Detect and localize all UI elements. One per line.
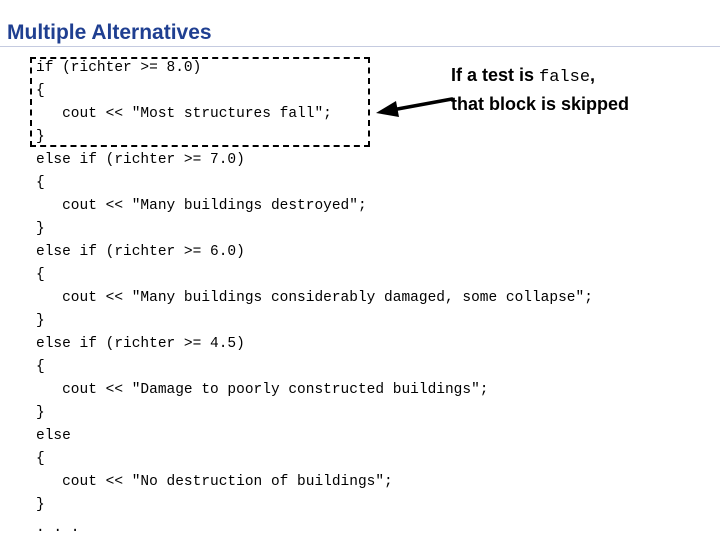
code-line: { [36,451,45,467]
callout-prefix: If a test is [451,65,540,85]
code-line: . . . [36,520,80,536]
code-line: cout << "No destruction of buildings"; [36,474,393,490]
code-line: { [36,359,45,375]
callout-line-2: that block is skipped [451,94,630,114]
code-line: } [36,405,45,421]
title-divider [0,46,720,47]
code-line: else if (richter >= 7.0) [36,152,245,168]
code-line: cout << "Many buildings destroyed"; [36,198,367,214]
code-line: } [36,129,45,145]
code-line: } [36,221,45,237]
code-line: cout << "Most structures fall"; [36,106,332,122]
left-arrow-icon [374,96,454,120]
slide-title: Multiple Alternatives [7,21,212,44]
code-line: else if (richter >= 4.5) [36,336,245,352]
callout-line-1 [451,62,629,91]
callout-note [451,62,629,117]
callout-suffix: , [590,65,596,85]
code-line: cout << "Damage to poorly constructed buildings"; [36,382,489,398]
code-line: { [36,175,45,191]
code-line: { [36,83,45,99]
code-line: else [36,428,71,444]
code-line: } [36,313,45,329]
code-line: if (richter >= 8.0) [36,60,202,76]
skipped-block-highlight [30,57,370,147]
code-line: cout << "Many buildings considerably damaged, some collapse"; [36,290,593,306]
callout-keyword: false [539,68,591,87]
code-line: { [36,267,45,283]
code-line: } [36,497,45,513]
code-line: else if (richter >= 6.0) [36,244,245,260]
